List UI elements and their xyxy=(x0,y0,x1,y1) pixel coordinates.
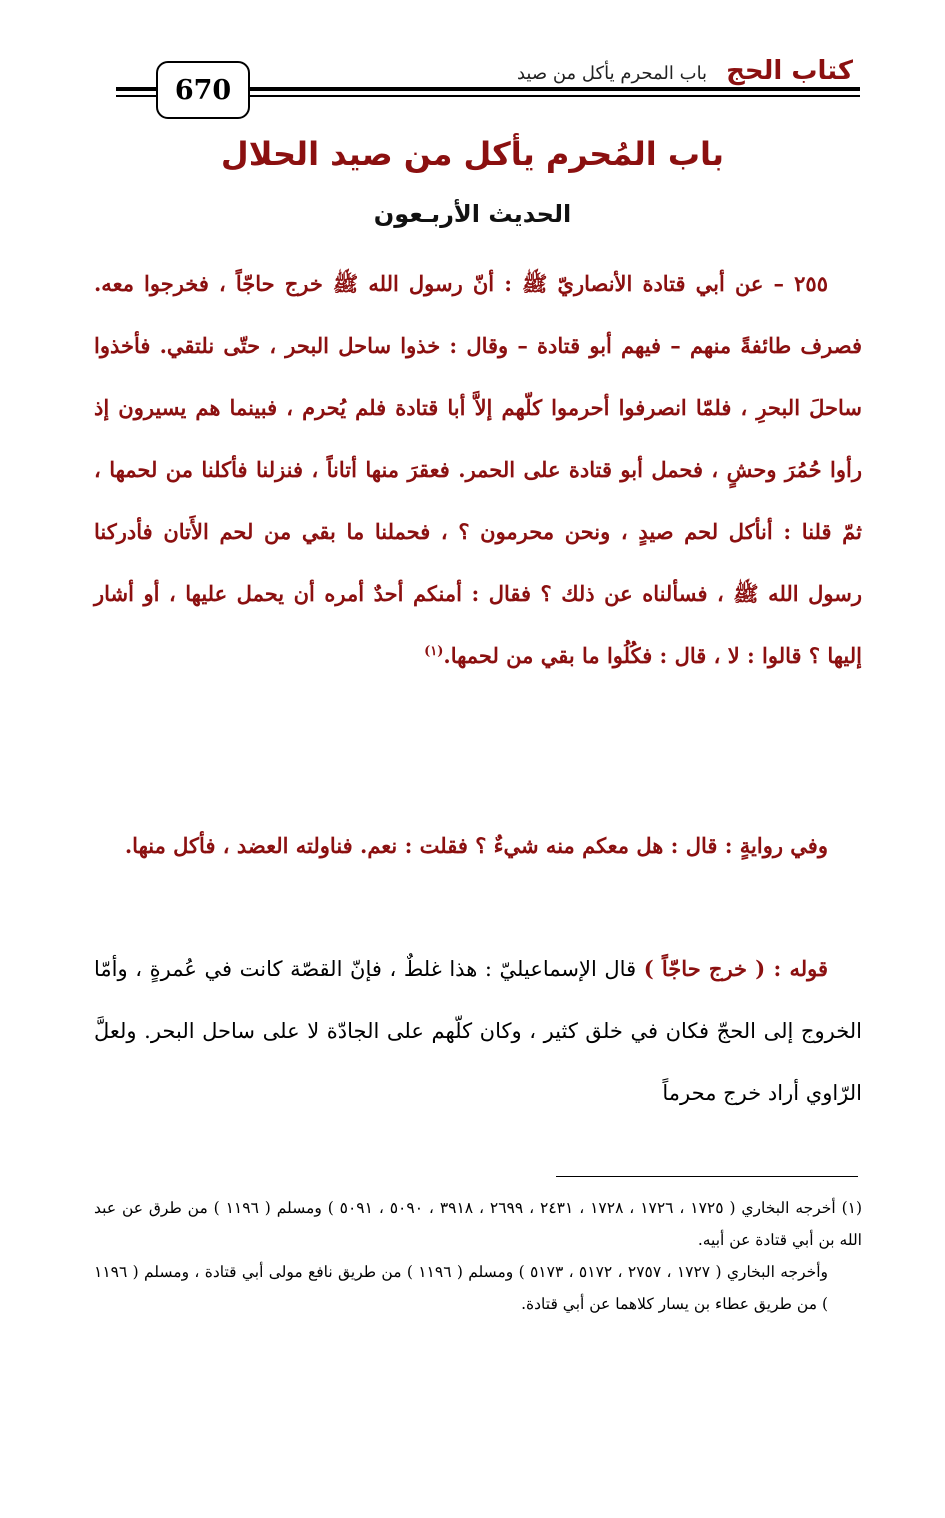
running-chapter: باب المحرم يأكل من صيد xyxy=(516,63,708,84)
chapter-title: باب المُحرم يأكل من صيد الحلال xyxy=(220,135,725,173)
footnote-separator xyxy=(556,1176,858,1177)
commentary-text: قال الإسماعيليّ : هذا غلطٌ ، فإنّ القصّة كانت في عُمرةٍ ، وأمّا الخروج إلى الحجّ فكان في خلق كثير ، وكان كلّهم على الجادّة لا على ساحل البحر. ولعلَّ الرّاوي أراد خرج محرماً xyxy=(94,957,862,1105)
header-rule-left-thin xyxy=(116,95,157,97)
hadith-heading: الحديث الأربـعون xyxy=(373,200,572,228)
commentary-lead: قوله : ( خرج حاجّاً ) xyxy=(643,956,828,981)
footnotes xyxy=(94,1192,862,1320)
header-rule-right-thin xyxy=(246,95,860,97)
hadith-paragraph xyxy=(94,253,862,687)
page-number: 670 xyxy=(156,61,250,119)
header-rule-left-thick xyxy=(116,87,157,91)
page-header xyxy=(0,0,945,130)
commentary-paragraph xyxy=(94,938,862,1124)
header-rule-right-thick xyxy=(246,87,860,91)
riwaya-text: وفي روايةٍ : قال : هل معكم منه شيءٌ ؟ فقلت : نعم. فناولته العضد ، فأكل منها. xyxy=(124,833,828,858)
hadith-text: عن أبي قتادة الأنصاريّ ﷺ : أنّ رسول الله ﷺ خرج حاجّاً ، فخرجوا معه. فصرف طائفةً منهم – فيهم أبو قتادة – وقال : خذوا ساحل البحر ، حتّى نلتقي. فأخذوا ساحلَ البحرِ ، فلمّا انصرفوا أحرموا كلّهم إلاَّ أبا قتادة فلم يُحرم ، فبينما هم يسيرون إذ رأوا حُمُرَ وحشٍ ، فحمل أبو قتادة على الحمر. فعقرَ منها أتاناً ، فنزلنا فأكلنا من لحمها ، ثمّ قلنا : أنأكل لحم صيدٍ ، ونحن محرمون ؟ ، فحملنا ما بقي من لحم الأَتان فأدركنا رسول الله ﷺ ، فسألناه عن ذلك ؟ فقال : أمنكم أحدٌ أمره أن يحمل عليها ، أو أشار إليها ؟ قالوا : لا ، قال : فكُلُوا ما بقي من لحمها. xyxy=(94,271,862,668)
riwaya-paragraph xyxy=(94,815,862,877)
hadith-number: ٢٥٥ – xyxy=(763,271,828,296)
footnote-1: (١) أخرجه البخاري ( ١٧٢٥ ، ١٧٢٦ ، ١٧٢٨ ، ٢٤٣١ ، ٢٦٩٩ ، ٣٩١٨ ، ٥٠٩٠ ، ٥٠٩١ ) ومسلم ( ١١٩٦ ) من طرق عن عبد الله بن أبي قتادة عن أبيه. xyxy=(94,1199,863,1249)
footnote-1-continued: وأخرجه البخاري ( ١٧٢٧ ، ٢٧٥٧ ، ٥١٧٢ ، ٥١٧٣ ) ومسلم ( ١١٩٦ ) من طريق نافع مولى أبي قتادة ، ومسلم ( ١١٩٦ ) من طريق عطاء بن يسار كلاهما عن أبي قتادة. xyxy=(94,1263,829,1313)
running-head xyxy=(517,56,853,86)
footnote-reference: (١) xyxy=(424,644,444,659)
book-title: كتاب الحج xyxy=(726,56,853,86)
